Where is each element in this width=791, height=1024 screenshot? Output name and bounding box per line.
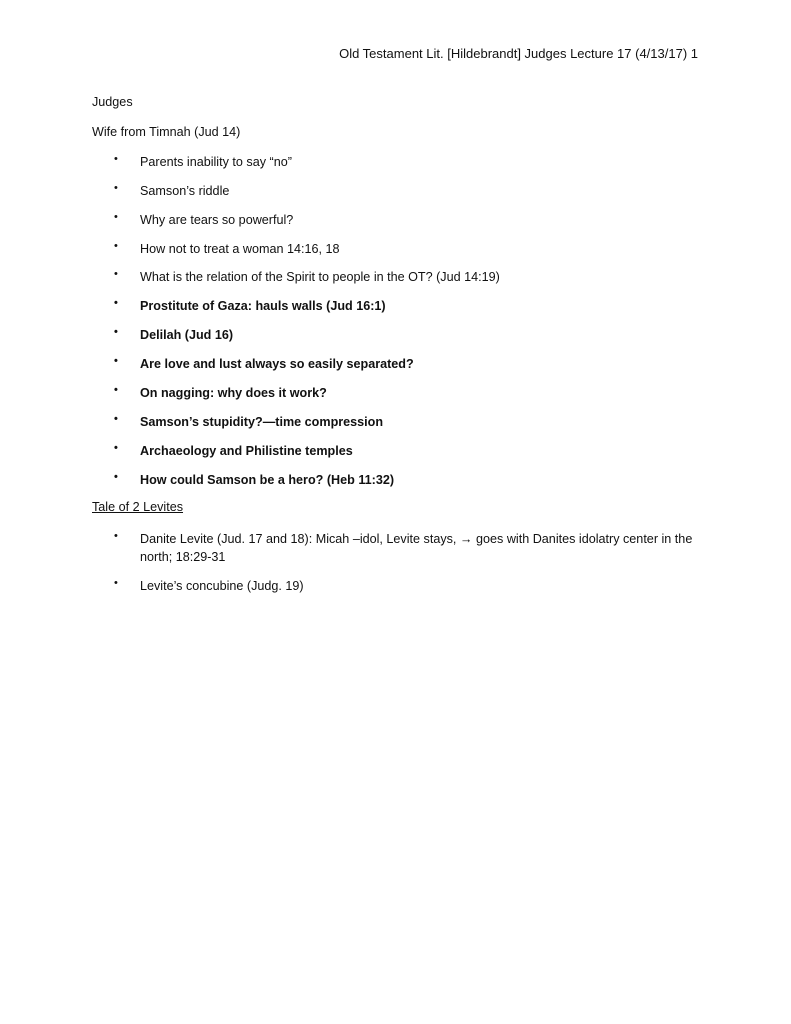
list-item-text: Delilah (Jud 16) (140, 328, 234, 342)
tale-title: Tale of 2 Levites (92, 500, 184, 514)
list-item-text: On nagging: why does it work? (140, 386, 327, 400)
bullet-icon: • (114, 211, 118, 223)
bullet-icon: • (114, 384, 118, 396)
bullet-icon: • (114, 326, 118, 338)
list-item-text: Parents inability to say “no” (140, 155, 292, 169)
list-item-text: Danite Levite (Jud. 17 and 18): Micah –idol, Levite stays, → goes with Danites idolatry center in the north; 18:29-31 (140, 532, 693, 564)
bullet-icon: • (114, 182, 118, 194)
bullet-icon: • (114, 240, 118, 252)
list-item-text: Why are tears so powerful? (140, 213, 294, 227)
section-title: Judges (92, 95, 133, 109)
list-item-text: Samson’s stupidity?—time compression (140, 415, 384, 429)
bullet-icon: • (114, 471, 118, 483)
bullet-icon: • (114, 268, 118, 280)
list-item-text: How could Samson be a hero? (Heb 11:32) (140, 473, 395, 487)
list-item-text: Prostitute of Gaza: hauls walls (Jud 16:1) (140, 299, 386, 313)
page-header: Old Testament Lit. [Hildebrandt] Judges Lecture 17 (4/13/17) 1 (339, 46, 698, 61)
bullet-icon: • (114, 413, 118, 425)
subsection-title: Wife from Timnah (Jud 14) (92, 125, 241, 139)
bullet-icon: • (114, 355, 118, 367)
list-item-text: Archaeology and Philistine temples (140, 444, 353, 458)
bullet-icon: • (114, 530, 118, 542)
bullet-icon: • (114, 297, 118, 309)
list-item-text: Are love and lust always so easily separated? (140, 357, 414, 371)
list-item-text: Levite’s concubine (Judg. 19) (140, 579, 304, 593)
bullet-icon: • (114, 442, 118, 454)
list-item-text: What is the relation of the Spirit to people in the OT? (Jud 14:19) (140, 270, 500, 284)
bullet-icon: • (114, 577, 118, 589)
list-item-text: How not to treat a woman 14:16, 18 (140, 242, 340, 256)
bullet-icon: • (114, 153, 118, 165)
list-item-text: Samson’s riddle (140, 184, 230, 198)
